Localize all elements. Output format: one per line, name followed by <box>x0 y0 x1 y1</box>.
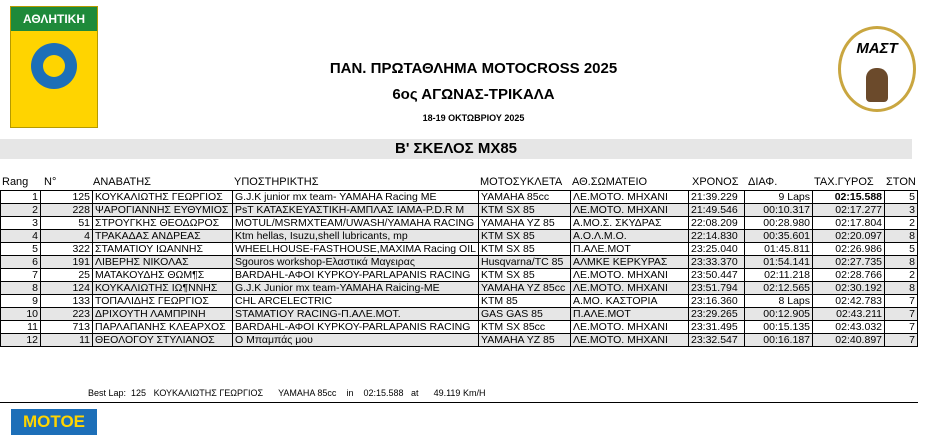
cell-best-lap: 02:20.097 <box>813 230 885 242</box>
header-rank: Rang <box>2 176 29 188</box>
table-row <box>1 256 917 269</box>
cell-club: ΑΛΜΚΕ ΚΕΡΚΥΡΑΣ <box>571 256 689 268</box>
cell-laps: 7 <box>909 334 915 346</box>
best-lap-label: Best Lap: <box>88 388 127 398</box>
header-diff: ΔΙΑΦ. <box>748 176 778 188</box>
cell-bike: KTM SX 85 <box>479 243 571 255</box>
cell-best-lap: 02:42.783 <box>813 295 885 307</box>
championship-title: ΠΑΝ. ΠΡΩΤΑΘΛΗΜΑ MOTOCROSS 2025 <box>329 60 618 77</box>
cell-diff: 02:11.218 <box>745 269 813 281</box>
table-row <box>1 295 917 308</box>
cell-sponsor: Ktm hellas, Isuzu,shell lubricants, mp <box>233 230 479 242</box>
cell-club: Α.ΜΟ.Σ. ΣΚΥΔΡΑΣ <box>571 217 689 229</box>
cell-number: 713 <box>41 321 93 333</box>
cell-diff: 00:12.905 <box>745 308 813 320</box>
cell-diff: 9 Laps <box>745 191 813 203</box>
cell-laps: 7 <box>909 308 915 320</box>
cell-time: 22:08.209 <box>689 217 745 229</box>
cell-best-lap: 02:30.192 <box>813 282 885 294</box>
cell-rider: ΣΤΡΟΥΓΚΗΣ ΘΕΟΔΩΡΟΣ <box>93 217 233 229</box>
cell-number: 228 <box>41 204 93 216</box>
cell-diff: 00:35.601 <box>745 230 813 242</box>
cell-time: 21:39.229 <box>689 191 745 203</box>
cell-sponsor: Ο Μπαμπάς μου <box>233 334 479 346</box>
cell-rank: 11 <box>1 321 41 333</box>
table-row <box>1 230 917 243</box>
results-table <box>0 190 918 347</box>
cell-club: Α.ΜΟ. ΚΑΣΤΟΡΙΑ <box>571 295 689 307</box>
best-lap-summary <box>88 388 485 398</box>
cell-best-lap: 02:17.277 <box>813 204 885 216</box>
cell-rank: 2 <box>1 204 41 216</box>
best-lap-at: at <box>411 388 419 398</box>
cell-sponsor: WHEELHOUSE-FASTHOUSE,MAXIMA Racing OIL <box>233 243 479 255</box>
cell-diff: 00:16.187 <box>745 334 813 346</box>
cell-club: ΛΕ.ΜΟΤΟ. ΜΗΧΑΝΙ <box>571 334 689 346</box>
cell-rider: ΜΑΤΑΚΟΥΔΗΣ ΘΩΜ¶Σ <box>93 269 233 281</box>
table-row <box>1 334 917 346</box>
best-lap-in: in <box>346 388 354 398</box>
cell-sponsor: CHL ARCELECTRIC <box>233 295 479 307</box>
cell-diff: 01:54.141 <box>745 256 813 268</box>
cell-sponsor: PsT ΚΑΤΑΣΚΕΥΑΣΤΙΚΗ-ΑΜΠΛΑΣ ΙΑΜΑ-P.D.R M <box>233 204 479 216</box>
cell-time: 23:25.040 <box>689 243 745 255</box>
cell-rank: 4 <box>1 230 41 242</box>
cell-number: 4 <box>41 230 93 242</box>
best-lap-bike: YAMAHA 85cc <box>278 388 337 398</box>
best-lap-time: 02:15.588 <box>363 388 404 398</box>
cell-time: 23:51.794 <box>689 282 745 294</box>
cell-laps: 5 <box>909 191 915 203</box>
cell-sponsor: Sgouros workshop-Ελαστικά Μαγειρας <box>233 256 479 268</box>
cell-number: 125 <box>41 191 93 203</box>
cell-rank: 1 <box>1 191 41 203</box>
header-number: N° <box>44 176 57 188</box>
table-row <box>1 191 917 204</box>
cell-best-lap: 02:40.897 <box>813 334 885 346</box>
cell-diff: 00:28.980 <box>745 217 813 229</box>
table-row <box>1 321 917 334</box>
best-lap-number: 125 <box>131 388 147 398</box>
cell-best-lap: 02:43.211 <box>813 308 885 320</box>
cell-laps: 8 <box>909 256 915 268</box>
cell-rider: ΚΟΥΚΑΛΙΩΤΗΣ ΙΩ¶ΝΝΗΣ <box>93 282 233 294</box>
cell-time: 22:14.830 <box>689 230 745 242</box>
timing-logo-text: ΜΑΣΤ <box>856 40 898 57</box>
cell-number: 223 <box>41 308 93 320</box>
cell-rider: ΔΡΙΧΟΥΤΗ ΛΑΜΠΡΙΝΗ <box>93 308 233 320</box>
cell-rider: ΛΙΒΕΡΗΣ ΝΙΚΟΛΑΣ <box>93 256 233 268</box>
cell-laps: 2 <box>909 269 915 281</box>
cell-bike: YAMAHA 85cc <box>479 191 571 203</box>
cell-number: 322 <box>41 243 93 255</box>
header-time: ΧΡΟΝΟΣ <box>692 176 739 188</box>
cell-club: ΛΕ.ΜΟΤΟ. ΜΗΧΑΝΙ <box>571 191 689 203</box>
header-club: ΑΘ.ΣΩΜΑΤΕΙΟ <box>572 176 648 188</box>
table-row <box>1 217 917 230</box>
cell-best-lap: 02:28.766 <box>813 269 885 281</box>
cell-number: 133 <box>41 295 93 307</box>
cell-rank: 8 <box>1 282 41 294</box>
cell-laps: 3 <box>909 204 915 216</box>
cell-rank: 10 <box>1 308 41 320</box>
cell-number: 51 <box>41 217 93 229</box>
cell-rank: 6 <box>1 256 41 268</box>
cell-best-lap: 02:26.986 <box>813 243 885 255</box>
best-lap-rider: ΚΟΥΚΑΛΙΩΤΗΣ ΓΕΩΡΓΙΟΣ <box>153 388 264 398</box>
cell-time: 23:32.547 <box>689 334 745 346</box>
bottom-divider <box>0 402 918 403</box>
cell-rider: ΤΟΠΑΛΙΔΗΣ ΓΕΩΡΓΙΟΣ <box>93 295 233 307</box>
cell-sponsor: MOTUL/MSRMXTEAM/UWASH/YAMAHA RACING <box>233 217 479 229</box>
cell-bike: YAMAHA YZ 85 <box>479 334 571 346</box>
table-row <box>1 204 917 217</box>
cell-club: ΛΕ.ΜΟΤΟ. ΜΗΧΑΝΙ <box>571 282 689 294</box>
cell-sponsor: BARDAHL-ΑΦΟΙ ΚΥΡΚΟΥ-PARLAPANIS RACING <box>233 321 479 333</box>
cell-bike: KTM SX 85 <box>479 230 571 242</box>
cell-rider: ΤΡΑΚΑΔΑΣ ΑΝΔΡΕΑΣ <box>93 230 233 242</box>
race-subtitle: Β' ΣΚΕΛΟΣ MX85 <box>0 139 912 159</box>
cell-bike: Husqvarna/TC 85 <box>479 256 571 268</box>
header-sponsor: ΥΠΟΣΤΗΡΙΚΤΗΣ <box>234 176 319 188</box>
cell-bike: YAMAHA YZ 85 <box>479 217 571 229</box>
cell-rank: 7 <box>1 269 41 281</box>
table-row <box>1 282 917 295</box>
logo-bottom-text: ΜΟΤΟΕ <box>11 409 97 435</box>
header-best-lap: ΤΑΧ.ΓΥΡΟΣ <box>814 176 874 188</box>
cell-bike: KTM SX 85 <box>479 204 571 216</box>
cell-diff: 02:12.565 <box>745 282 813 294</box>
cell-laps: 8 <box>909 230 915 242</box>
event-title: 6ος ΑΓΩΝΑΣ-ΤΡΙΚΑΛΑ <box>392 86 555 103</box>
cell-diff: 00:10.317 <box>745 204 813 216</box>
cell-laps: 7 <box>909 321 915 333</box>
table-row <box>1 308 917 321</box>
logo-top-text: ΑΘΛΗΤΙΚΗ <box>11 7 97 31</box>
cell-number: 191 <box>41 256 93 268</box>
cell-sponsor: STAMATIOY RACING-Π.ΑΛΕ.ΜΟΤ. <box>233 308 479 320</box>
cell-diff: 8 Laps <box>745 295 813 307</box>
cell-rider: ΘΕΟΛΟΓΟΥ ΣΤΥΛΙΑΝΟΣ <box>93 334 233 346</box>
cell-best-lap: 02:43.032 <box>813 321 885 333</box>
cell-sponsor: BARDAHL-ΑΦΟΙ ΚΥΡΚΟΥ-PARLAPANIS RACING <box>233 269 479 281</box>
cell-rider: ΨΑΡΟΓΙΑΝΝΗΣ ΕΥΘΥΜΙΟΣ <box>93 204 233 216</box>
cell-club: Π.ΑΛΕ.ΜΟΤ <box>571 308 689 320</box>
cell-number: 11 <box>41 334 93 346</box>
cell-bike: KTM SX 85cc <box>479 321 571 333</box>
cell-bike: KTM 85 <box>479 295 571 307</box>
cell-rank: 9 <box>1 295 41 307</box>
cell-sponsor: G.J.K Junior mx team-YAMAHA Raicing-ME <box>233 282 479 294</box>
cell-time: 23:33.370 <box>689 256 745 268</box>
cell-rank: 12 <box>1 334 41 346</box>
cell-rider: ΚΟΥΚΑΛΙΩΤΗΣ ΓΕΩΡΓΙΟΣ <box>93 191 233 203</box>
event-date: 18-19 ΟΚΤΩΒΡΙΟΥ 2025 <box>422 113 525 123</box>
cell-time: 23:50.447 <box>689 269 745 281</box>
cell-bike: YAMAHA YZ 85cc <box>479 282 571 294</box>
cell-time: 23:16.360 <box>689 295 745 307</box>
cell-sponsor: G.J.K junior mx team- YAMAHA Racing ME <box>233 191 479 203</box>
header-laps: ΣΤΟΝ <box>886 176 916 188</box>
cell-club: ΛΕ.ΜΟΤΟ. ΜΗΧΑΝΙ <box>571 269 689 281</box>
cell-best-lap: 02:27.735 <box>813 256 885 268</box>
cell-club: Α.Ο.Λ.Μ.Ο. <box>571 230 689 242</box>
cell-laps: 7 <box>909 295 915 307</box>
cell-time: 23:29.265 <box>689 308 745 320</box>
cell-rider: ΠΑΡΛΑΠΑΝΗΣ ΚΛΕΑΡΧΟΣ <box>93 321 233 333</box>
header-bike: ΜΟΤΟΣΥΚΛΕΤΑ <box>480 176 563 188</box>
cell-number: 25 <box>41 269 93 281</box>
cell-bike: GAS GAS 85 <box>479 308 571 320</box>
cell-best-lap: 02:17.804 <box>813 217 885 229</box>
cell-club: ΛΕ.ΜΟΤΟ. ΜΗΧΑΝΙ <box>571 321 689 333</box>
cell-laps: 5 <box>909 243 915 255</box>
header-rider: ΑΝΑΒΑΤΗΣ <box>93 176 151 188</box>
cell-rank: 3 <box>1 217 41 229</box>
cell-laps: 8 <box>909 282 915 294</box>
cell-rider: ΣΤΑΜΑΤΙΟΥ ΙΩΑΝΝΗΣ <box>93 243 233 255</box>
cell-club: Π.ΑΛΕ.ΜΟΤ <box>571 243 689 255</box>
cell-diff: 00:15.135 <box>745 321 813 333</box>
cell-number: 124 <box>41 282 93 294</box>
cell-club: ΛΕ.ΜΟΤΟ. ΜΗΧΑΝΙ <box>571 204 689 216</box>
cell-rank: 5 <box>1 243 41 255</box>
table-row <box>1 243 917 256</box>
cell-bike: KTM SX 85 <box>479 269 571 281</box>
cell-diff: 01:45.811 <box>745 243 813 255</box>
cell-best-lap: 02:15.588 <box>813 191 885 203</box>
cell-time: 23:31.495 <box>689 321 745 333</box>
table-row <box>1 269 917 282</box>
best-lap-speed: 49.119 Km/H <box>433 388 486 398</box>
cell-laps: 2 <box>909 217 915 229</box>
cell-time: 21:49.546 <box>689 204 745 216</box>
